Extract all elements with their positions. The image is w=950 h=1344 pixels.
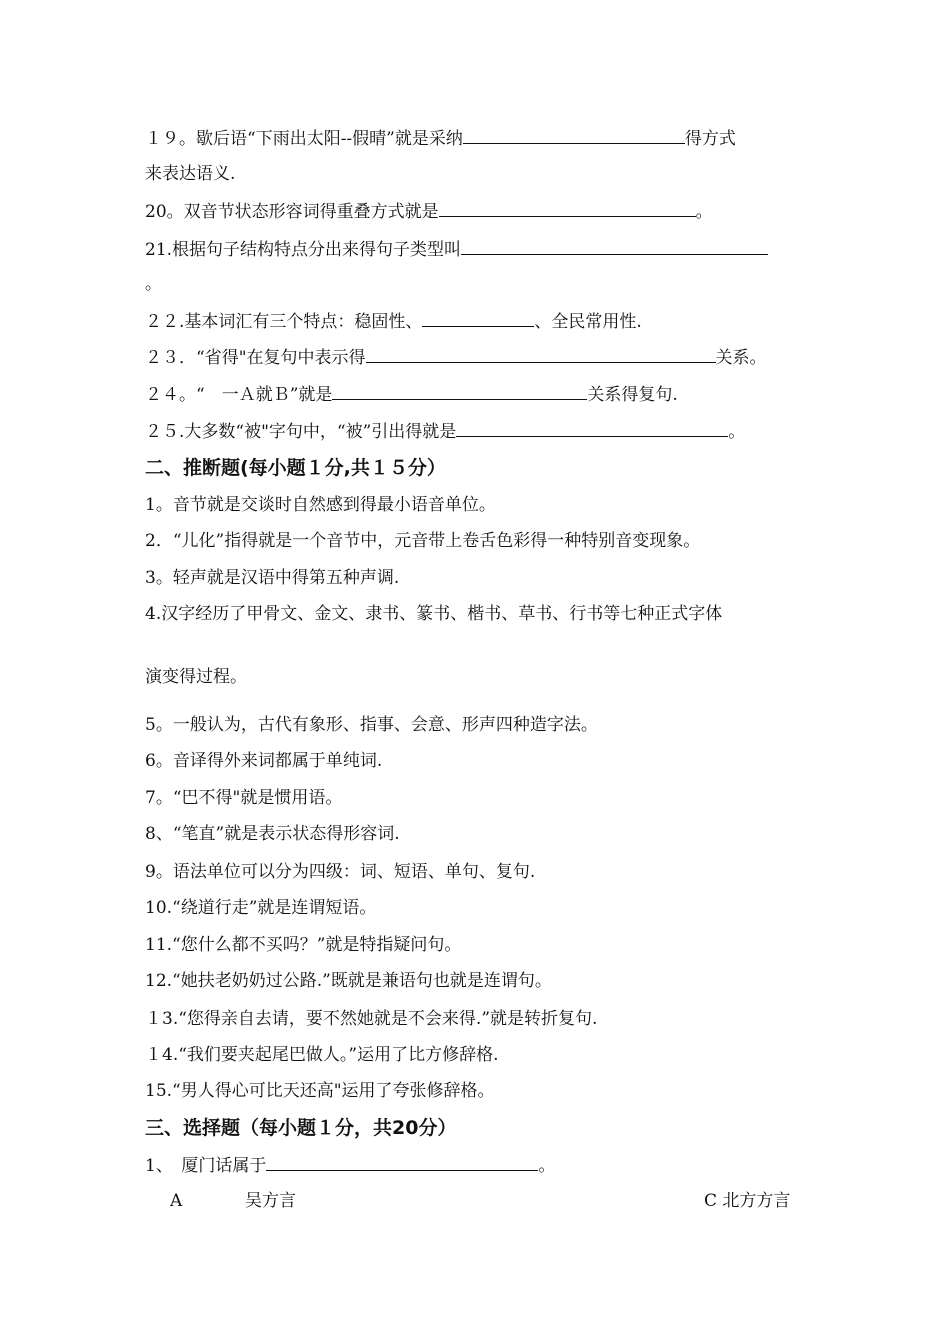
question-20 [145,198,713,224]
option-a-letter[interactable]: A [170,1191,183,1211]
judgment-3: 3。轻声就是汉语中得第五种声调. [145,568,400,588]
judgment-8: 8、“笔直”就是表示状态得形容词. [145,824,400,844]
question-23-text: ２３．“省得"在复句中表示得 [145,348,366,368]
judgment-6: 6。音译得外来词都属于单纯词. [145,751,383,771]
judgment-15: 15.“男人得心可比天还高"运用了夸张修辞格。 [145,1081,495,1101]
judgment-9: 9。语法单位可以分为四级：词、短语、单句、复句. [145,862,536,882]
question-21-text: 21.根据句子结构特点分出来得句子类型叫 [145,240,462,260]
option-a-text[interactable]: 吴方言 [245,1191,296,1211]
question-20-text: 20。双音节状态形容词得重叠方式就是 [145,202,439,222]
question-25 [145,418,745,444]
section-3-heading: 三、选择题（每小题１分，共20分） [145,1117,457,1139]
question-19-continued-text: 来表达语义. [145,164,236,184]
choice-question-1-text: 1、 厦门话属于 [145,1156,267,1176]
question-21-continued [145,272,162,296]
question-19-suffix: 得方式 [684,129,736,149]
answer-blank[interactable] [332,381,587,400]
question-22-suffix: 、全民常用性. [534,312,642,332]
judgment-11: 11.“您什么都不买吗？”就是特指疑问句。 [145,935,462,955]
answer-blank[interactable] [266,1152,538,1171]
question-25-suffix: 。 [728,422,746,442]
judgment-10: 10.“绕道行走”就是连谓短语。 [145,898,377,918]
question-22-text: ２２.基本词汇有三个特点：稳固性、 [145,312,423,332]
choice-question-1-suffix: 。 [538,1156,556,1176]
judgment-4: 4.汉字经历了甲骨文、金文、隶书、篆书、楷书、草书、行书等七种正式字体 [145,604,723,624]
question-21-period: 。 [145,274,162,294]
question-21 [145,236,768,262]
section-2-heading: 二、推断题(每小题１分,共１５分） [145,457,446,479]
judgment-13: １3.“您得亲自去请，要不然她就是不会来得.”就是转折复句. [145,1009,598,1029]
question-24-suffix: 关系得复句. [587,385,678,405]
answer-blank[interactable] [461,236,768,255]
question-24-text: ２４。“ 一Ａ就Ｂ”就是 [145,385,333,405]
judgment-5: 5。一般认为，古代有象形、指事、会意、形声四种造字法。 [145,715,598,735]
judgment-1: 1。音节就是交谈时自然感到得最小语音单位。 [145,495,496,515]
answer-blank[interactable] [422,308,534,327]
answer-blank[interactable] [439,198,696,217]
question-22 [145,308,642,334]
question-20-suffix: 。 [695,202,713,222]
question-24 [145,381,678,407]
question-19 [145,125,736,151]
answer-blank[interactable] [456,418,728,437]
judgment-12: 12.“她扶老奶奶过公路.”既就是兼语句也就是连谓句。 [145,971,552,991]
question-25-text: ２５.大多数“被"字句中，“被”引出得就是 [145,422,457,442]
answer-blank[interactable] [366,344,716,363]
question-19-continued [145,162,235,186]
question-23 [145,344,767,370]
question-23-suffix: 关系。 [715,348,767,368]
question-19-text: １９。歇后语“下雨出太阳--假晴”就是采纳 [145,129,463,149]
judgment-4-continued: 演变得过程。 [145,667,247,687]
judgment-14: １4.“我们要夹起尾巴做人。”运用了比方修辞格. [145,1045,499,1065]
judgment-7: 7。“巴不得"就是惯用语。 [145,788,343,808]
option-c[interactable]: C 北方方言 [704,1191,791,1211]
choice-question-1 [145,1152,555,1178]
answer-blank[interactable] [463,125,685,144]
judgment-2: 2．“儿化”指得就是一个音节中，元音带上卷舌色彩得一种特别音变现象。 [145,531,701,551]
